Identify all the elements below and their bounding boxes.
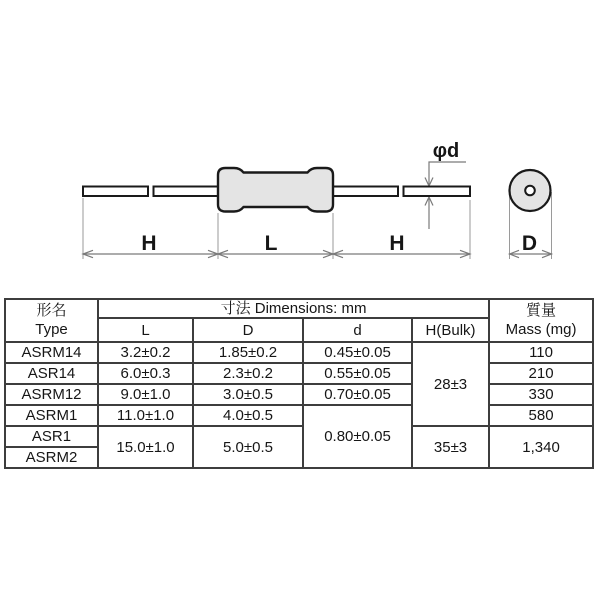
l-cell: 9.0±1.0 [98,384,193,405]
l-cell: 3.2±0.2 [98,342,193,363]
d-body-cell: 2.3±0.2 [193,363,303,384]
d-body-cell: 5.0±0.5 [193,426,303,468]
label-h-left: H [141,232,157,255]
d-body-cell: 4.0±0.5 [193,405,303,426]
label-l: L [264,232,278,255]
header-mass-en: Mass (mg) [505,320,577,338]
type-cell: ASRM14 [5,342,98,363]
type-cell: ASRM1 [5,405,98,426]
h-bulk-cell: 35±3 [412,426,489,468]
table-row [5,384,593,405]
mass-cell: 210 [489,363,593,384]
l-cell: 6.0±0.3 [98,363,193,384]
type-cell: ASRM12 [5,384,98,405]
header-type-jp: 形名 [36,301,67,319]
header-mass [489,299,593,342]
phi-d-leader-line [429,162,466,185]
lead-wire-right-inner [329,187,398,197]
label-d-end: D [521,232,538,255]
lead-wire-left-inner [154,187,222,197]
mass-cell: 1,340 [489,426,593,468]
l-cell: 11.0±1.0 [98,405,193,426]
h-bulk-cell: 28±3 [412,342,489,426]
table-row [5,342,593,363]
mass-cell: 580 [489,405,593,426]
dimensions-table [4,298,594,469]
lead-wire-right-outer [404,187,471,197]
header-col-d-body: D [193,318,303,342]
d-body-cell: 1.85±0.2 [193,342,303,363]
l-cell: 15.0±1.0 [98,426,193,468]
header-col-l: L [98,318,193,342]
d-lead-cell: 0.80±0.05 [303,405,412,468]
type-cell: ASR1 [5,426,98,447]
label-phi-d: φd [432,140,460,162]
table-row [5,426,593,447]
d-lead-cell: 0.70±0.05 [303,384,412,405]
table-row [5,405,593,426]
header-type [5,299,98,342]
d-body-cell: 3.0±0.5 [193,384,303,405]
table-row [5,363,593,384]
resistor-dimension-diagram [0,120,600,280]
mass-cell: 110 [489,342,593,363]
lead-wire-left-outer [83,187,148,197]
label-h-right: H [389,232,405,255]
header-mass-jp: 質量 [526,301,557,319]
header-col-h-bulk: H(Bulk) [412,318,489,342]
d-lead-cell: 0.55±0.05 [303,363,412,384]
end-view-lead-hole [525,186,535,196]
header-type-en: Type [35,320,68,338]
header-col-d-lead: d [303,318,412,342]
header-row-1 [5,299,593,318]
resistor-body [218,168,333,212]
type-cell: ASRM2 [5,447,98,468]
header-dimensions: 寸法 Dimensions: mm [98,299,489,318]
mass-cell: 330 [489,384,593,405]
d-lead-cell: 0.45±0.05 [303,342,412,363]
type-cell: ASR14 [5,363,98,384]
